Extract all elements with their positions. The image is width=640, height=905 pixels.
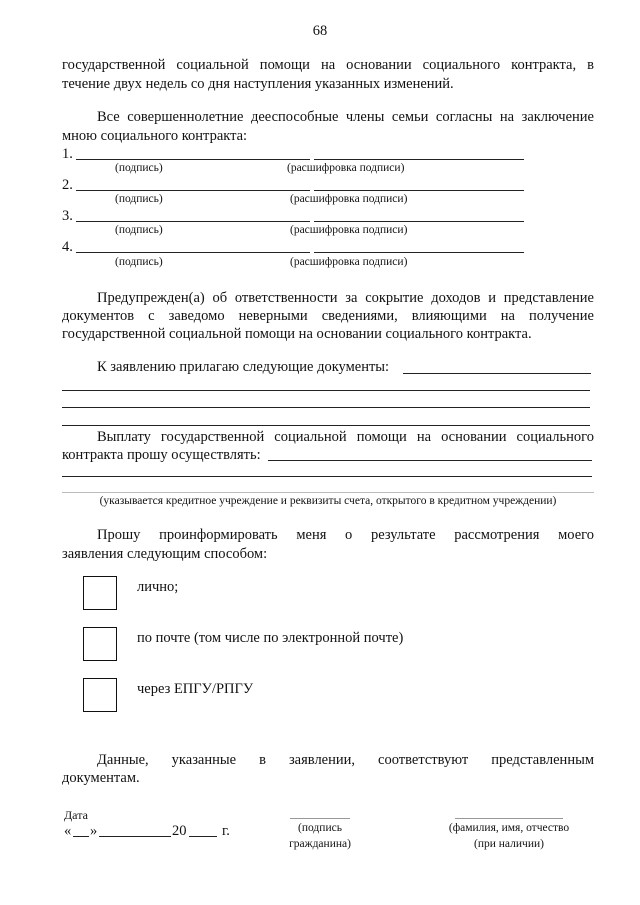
signature-caption: (подпись) [115,162,163,174]
citizen-signature-caption-2: гражданина) [289,838,351,850]
full-name-caption-2: (при наличии) [474,838,544,850]
consent-line-1: Все совершеннолетние дееспособные члены семьи согласны на заключение [97,109,594,125]
consent-row-number: 3. [62,208,73,224]
signature-caption: (подпись) [115,193,163,205]
signature-field[interactable] [76,190,310,191]
payment-caption: (указывается кредитное учреждение и реквизиты счета, открытого в кредитном учреждении) [62,492,594,508]
decode-caption: (расшифровка подписи) [290,193,408,205]
inform-line-1: Прошу проинформировать меня о результате рассмотрения моего [97,527,594,543]
date-year-suffix: г. [222,823,230,839]
payment-line-1: Выплату государственной социальной помощи на основании социального [97,429,594,445]
attachments-field-line[interactable] [62,390,590,391]
date-day-field[interactable] [73,836,89,837]
payment-field-line[interactable] [62,476,592,477]
option-in-person-checkbox[interactable] [83,576,117,610]
intro-line-1: государственной социальной помощи на основании социального контракта, в [62,57,594,73]
consent-line-2: мною социального контракта: [62,128,248,144]
citizen-signature-caption-1: (подпись [298,822,342,834]
date-year-field[interactable] [189,836,217,837]
date-open-quote: « [64,823,72,839]
signature-decode-field[interactable] [314,190,524,191]
option-in-person-label: лично; [137,579,179,595]
signature-decode-field[interactable] [314,252,524,253]
warning-line-3: государственной социальной помощи на основании социального контракта. [62,326,532,342]
option-portal-label: через ЕПГУ/РПГУ [137,681,254,697]
citizen-signature-field[interactable] [290,818,350,819]
signature-field[interactable] [76,221,310,222]
signature-field[interactable] [76,252,310,253]
confirm-line-1: Данные, указанные в заявлении, соответствуют представленным [97,752,594,768]
consent-row-number: 1. [62,146,73,162]
full-name-caption-1: (фамилия, имя, отчество [448,822,570,834]
signature-caption: (подпись) [115,256,163,268]
date-close-quote: » [90,823,98,839]
attachments-field-line[interactable] [62,425,590,426]
decode-caption: (расшифровка подписи) [290,256,408,268]
consent-row-number: 4. [62,239,73,255]
signature-decode-field[interactable] [314,159,524,160]
decode-caption: (расшифровка подписи) [290,224,408,236]
date-year-prefix: 20 [172,823,187,839]
option-mail-label: по почте (том числе по электронной почте) [137,630,404,646]
payment-line-2: контракта прошу осуществлять: [62,447,261,463]
confirm-line-2: документам. [62,770,140,786]
warning-line-1: Предупрежден(а) об ответственности за сокрытие доходов и представление [97,290,594,306]
intro-line-2: течение двух недель со дня наступления указанных изменений. [62,76,454,92]
warning-line-2: документов с заведомо неверными сведениями, влияющими на получение [62,308,594,324]
option-portal-checkbox[interactable] [83,678,117,712]
consent-row-number: 2. [62,177,73,193]
full-name-field[interactable] [455,818,563,819]
date-label: Дата [64,808,88,822]
option-mail-checkbox[interactable] [83,627,117,661]
date-month-field[interactable] [99,836,171,837]
signature-caption: (подпись) [115,224,163,236]
inform-line-2: заявления следующим способом: [62,546,268,562]
payment-field[interactable] [268,460,592,461]
attachments-field-line[interactable] [62,407,590,408]
decode-caption: (расшифровка подписи) [287,162,405,174]
attachments-field[interactable] [403,373,591,374]
attachments-label: К заявлению прилагаю следующие документы: [97,359,390,375]
signature-decode-field[interactable] [314,221,524,222]
page-number: 68 [312,23,328,39]
signature-field[interactable] [76,159,310,160]
